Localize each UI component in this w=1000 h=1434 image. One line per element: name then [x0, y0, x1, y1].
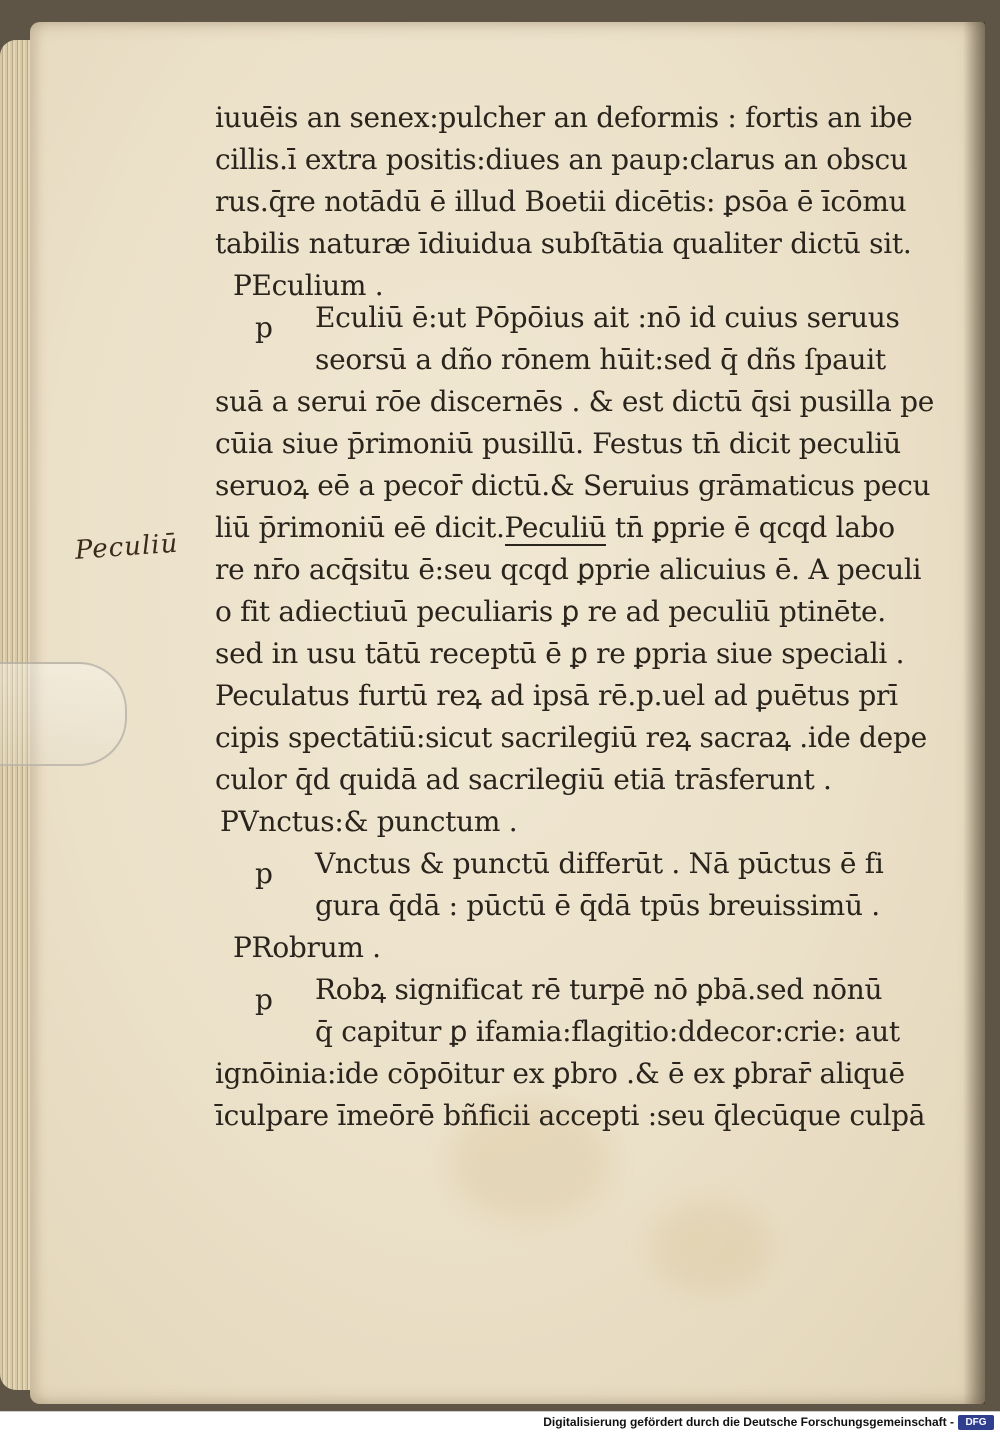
text-segment: tn̄ ꝑprie ē qcqd labo [606, 511, 895, 544]
text-line: īculpare īmeōrē bñficii accepti :seu q̄lecūque culpā [215, 1099, 926, 1132]
digitization-footer [0, 1411, 1000, 1434]
text-line: Robꝝ significat rē turpē nō ꝑbā.sed nōnū [315, 973, 883, 1006]
text-line: ignōinia:ide cōpōitur ex ꝑbro .& ē ex ꝑbrar̄ aliquē [215, 1057, 905, 1090]
text-line: Eculiū ē:ut Pōpōius ait :nō id cuius seruus [315, 301, 900, 334]
guide-letter: p [255, 983, 273, 1016]
text-line: culor q̄d quidā ad sacrilegiū etiā trāsferunt . [215, 763, 832, 796]
text-line: cūia siue p̄rimoniū pusillū. Festus tn̄ dicit peculiū [215, 427, 901, 460]
text-line: sed in usu tātū receptū ē ꝑ re ꝑpria siue speciali . [215, 637, 905, 670]
text-line: cillis.ī extra positis:diues an paup:clarus an obscu [215, 143, 908, 176]
text-line: cipis spectātiū:sicut sacrilegiū reꝝ sacraꝝ .ide depe [215, 721, 927, 754]
text-line: Vnctus & punctū differūt . Nā pūctus ē fi [315, 847, 884, 880]
text-line: re nr̄o acq̄situ ē:seu qcqd ꝑprie alicuius ē. A peculi [215, 553, 922, 586]
text-segment: liū p̄rimoniū eē dicit. [215, 511, 505, 544]
underlined-word: Peculiū [504, 511, 607, 544]
text-line: suā a serui rōe discernēs . & est dictū q̄si pusilla pe [215, 385, 934, 418]
text-line: o fit adiectiuū peculiaris ꝑ re ad peculiū ptinēte. [215, 595, 886, 628]
entry-heading: PEculium . [233, 269, 384, 302]
marginal-note-text: Peculiū [74, 528, 180, 566]
text-line: gura q̄dā : pūctū ē q̄dā tpūs breuissimū . [315, 889, 880, 922]
plastic-page-clip [0, 662, 127, 766]
handwritten-marginal-note [73, 518, 188, 605]
text-line: tabilis naturæ īdiuidua subſtātia qualiter dictū sit. [215, 227, 912, 260]
text-line: rus.q̄re notādū ē illud Boetii dicētis: ꝑsōa ē īcōmu [215, 185, 907, 218]
dfg-logo: DFG [958, 1415, 994, 1430]
text-line [215, 508, 895, 548]
entry-heading: PRobrum . [233, 931, 381, 964]
text-line: Peculatus furtū reꝝ ad ipsā rē.p.uel ad ꝑuētus prī [215, 679, 898, 712]
text-line: iuuēis an senex:pulcher an deformis : fortis an ibe [215, 101, 913, 134]
text-line: seruoꝝ eē a pecor̄ dictū.& Seruius grāmaticus pecu [215, 469, 931, 502]
paper-stain [650, 1202, 770, 1292]
guide-letter: p [255, 311, 273, 344]
entry-heading: PVnctus:& punctum . [220, 805, 518, 838]
text-line: seorsū a dño rōnem hūit:sed q̄ dñs ſpauit [315, 343, 886, 376]
text-line: q̄ capitur ꝑ ifamia:flagitio:ddecor:crie: aut [315, 1015, 900, 1048]
guide-letter: p [255, 857, 273, 890]
spine-shadow [963, 22, 985, 1404]
funding-credit: Digitalisierung gefördert durch die Deutsche Forschungsgemeinschaft - [543, 1415, 954, 1429]
